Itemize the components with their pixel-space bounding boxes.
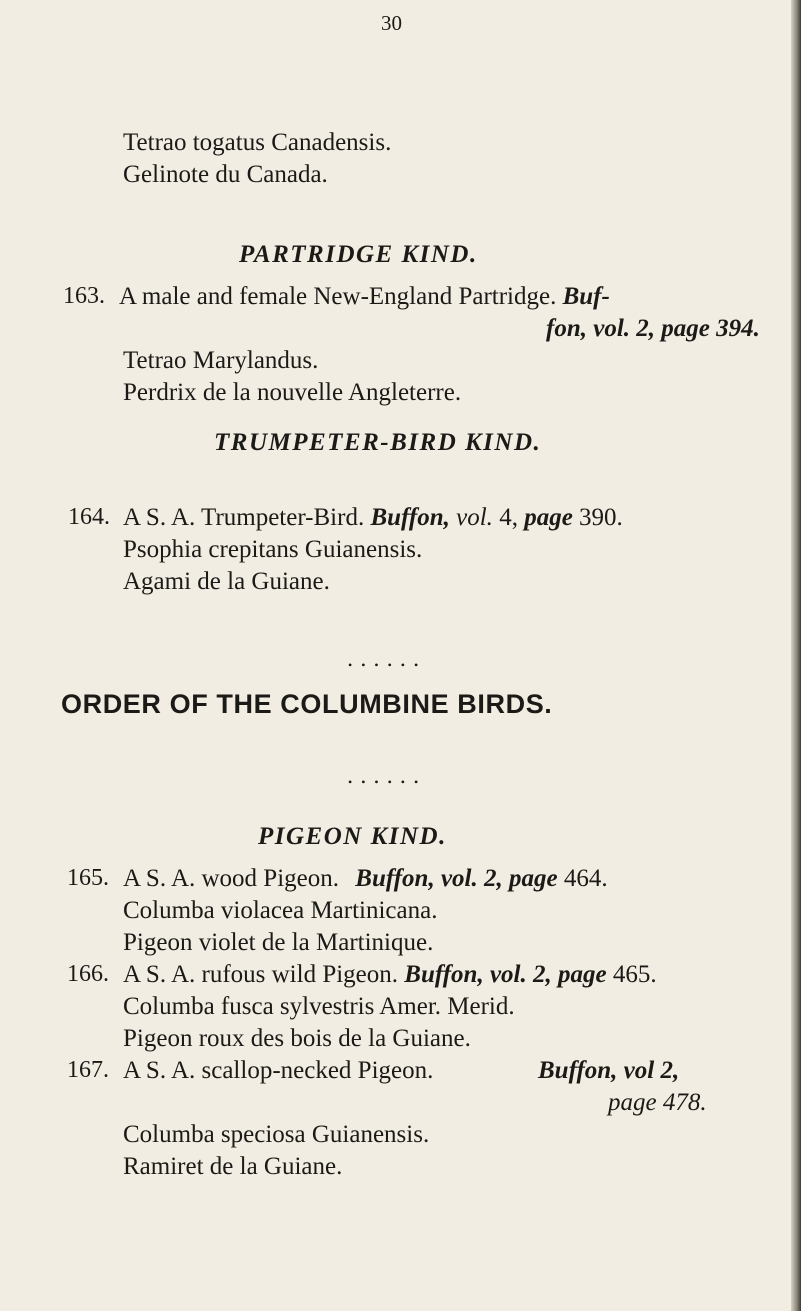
entry-text: A S. A. wood Pigeon.	[123, 865, 340, 892]
entry-text: A S. A. scallop-necked Pigeon.	[123, 1057, 434, 1084]
section-heading-partridge: PARTRIDGE KIND.	[239, 241, 478, 268]
entry-latin-name: Psophia crepitans Guianensis.	[123, 536, 423, 563]
entry-reference: Buffon, vol. 2, page	[355, 865, 558, 892]
entry-reference-pagenum: 464.	[563, 865, 608, 892]
entry-text: A S. A. Trumpeter-Bird.	[123, 504, 365, 531]
section-heading-trumpeter: TRUMPETER-BIRD KIND.	[214, 429, 542, 456]
entry-167	[123, 1056, 433, 1086]
entry-163	[119, 282, 610, 312]
entry-french-name: Pigeon violet de la Martinique.	[123, 929, 434, 956]
text-line: Tetrao togatus Canadensis.	[123, 129, 392, 156]
entry-number: 167.	[67, 1057, 109, 1083]
entry-french-name: Pigeon roux des bois de la Guiane.	[123, 1025, 471, 1052]
text-line: Gelinote du Canada.	[123, 161, 328, 188]
entry-reference-author: Buffon,	[370, 504, 450, 531]
entry-165	[123, 864, 608, 894]
entry-text: A S. A. rufous wild Pigeon.	[123, 961, 399, 988]
entry-reference: Buffon, vol 2,	[538, 1057, 680, 1084]
section-heading-pigeon: PIGEON KIND.	[258, 823, 447, 850]
entry-166	[123, 960, 657, 990]
entry-reference: fon, vol. 2, page 394.	[546, 315, 760, 342]
ornament-divider: • • • • • •	[348, 775, 422, 789]
entry-reference-page: page	[524, 504, 573, 531]
entry-number: 166.	[67, 961, 109, 987]
entry-reference-pagenum: 390.	[579, 504, 623, 531]
entry-latin-name: Tetrao Marylandus.	[123, 347, 319, 374]
entry-number: 164.	[68, 504, 110, 530]
entry-reference: Buf-	[562, 283, 610, 310]
entry-french-name: Ramiret de la Guiane.	[123, 1153, 343, 1180]
entry-latin-name: Columba speciosa Guianensis.	[123, 1121, 430, 1148]
entry-text: A male and female New-England Partridge.	[119, 283, 557, 310]
entry-number: 165.	[67, 865, 109, 891]
order-title: ORDER OF THE COLUMBINE BIRDS.	[61, 689, 553, 719]
page-edge	[791, 0, 801, 1311]
entry-reference-vol: vol.	[456, 504, 493, 531]
entry-reference-volnum: 4,	[499, 504, 518, 531]
entry-164	[123, 503, 623, 533]
entry-latin-name: Columba violacea Martinicana.	[123, 897, 438, 924]
entry-reference-pagenum: 465.	[612, 961, 657, 988]
page-number: 30	[381, 11, 402, 35]
ornament-divider: • • • • • •	[348, 658, 422, 672]
entry-reference: Buffon, vol. 2, page	[404, 961, 607, 988]
entry-number: 163.	[63, 283, 105, 309]
entry-latin-name: Columba fusca sylvestris Amer. Merid.	[123, 993, 515, 1020]
entry-french-name: Agami de la Guiane.	[123, 568, 330, 595]
entry-french-name: Perdrix de la nouvelle Angleterre.	[123, 379, 462, 406]
entry-reference: page 478.	[608, 1089, 707, 1116]
